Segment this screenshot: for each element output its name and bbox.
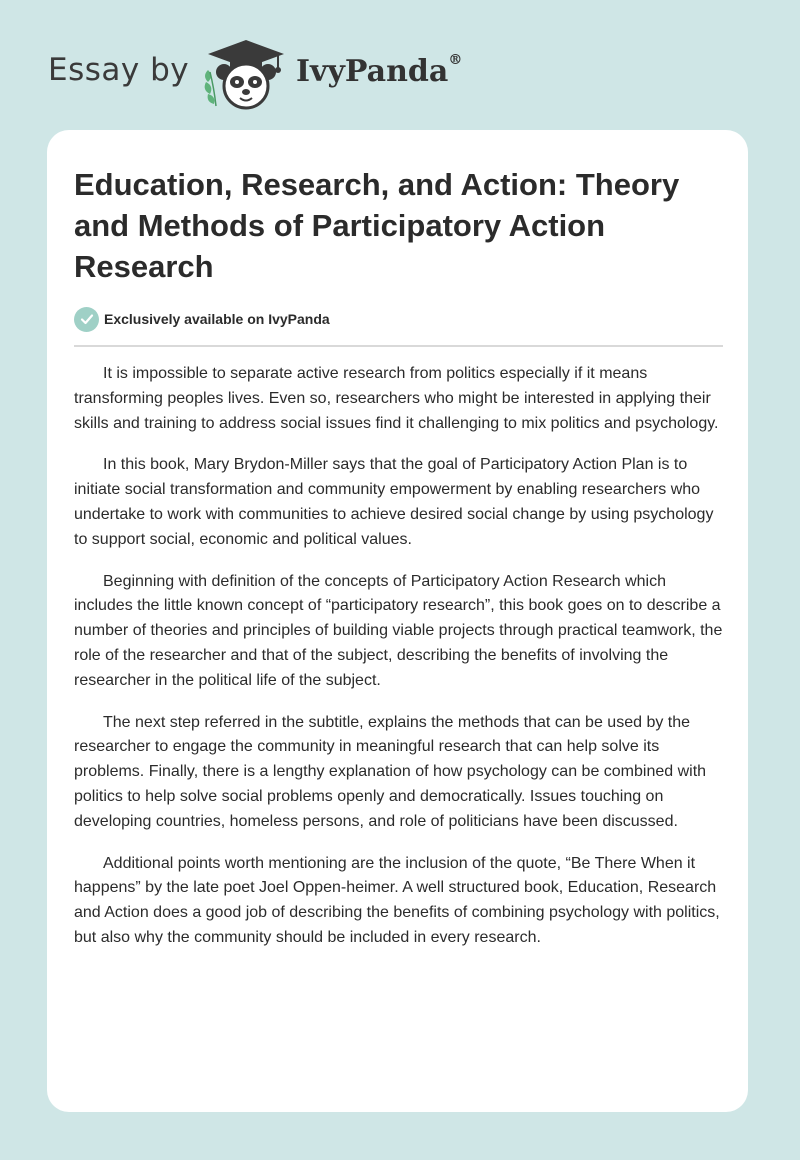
paragraph: Additional points worth mentioning are the inclusion of the quote, “Be There When it happens” by the late poet Joel Oppen-heimer. A well structured book, Education, Research and Action does a good job of describing the benefits of combining psychology with politics, but also why the community should be included in every research. xyxy=(74,854,720,946)
registered-mark: ® xyxy=(448,52,463,68)
essay-by-label: Essay by xyxy=(48,52,190,88)
panda-logo-icon xyxy=(200,32,292,112)
ivypanda-logo[interactable] xyxy=(200,32,292,112)
title-divider xyxy=(74,345,723,347)
paragraph: Beginning with definition of the concepts of Participatory Action Research which includes the little known concept of “participatory research”, this book goes on to describe a number of theories and principles of building viable projects through practical teamwork, the role of the researcher and that of the subject, describing the benefits of involving the researcher in the political life of the subject. xyxy=(74,572,723,689)
paragraph: The next step referred in the subtitle, explains the methods that can be used by the researcher to engage the community in meaningful research that can help solve its problems. Finally, there is a lengthy explanation of how psychology can be combined with politics to help solve social problems openly and democratically. Issues touching on developing countries, homeless persons, and role of politicians have been discussed. xyxy=(74,713,707,830)
exclusive-badge-label: Exclusively available on IvyPanda xyxy=(104,311,330,327)
essay-card xyxy=(47,130,748,1112)
brand-text: IvyPanda xyxy=(296,54,449,89)
essay-title: Education, Research, and Action: Theory and Methods of Participatory Action Research xyxy=(74,167,680,284)
checkmark-icon xyxy=(74,307,99,332)
exclusive-badge xyxy=(74,306,330,332)
brand-name[interactable] xyxy=(296,54,462,89)
essay-body xyxy=(74,362,726,968)
paragraph: It is impossible to separate active research from politics especially if it means transforming peoples lives. Even so, researchers who might be interested in applying their skills and training to address social issues find it challenging to mix politics and psychology. xyxy=(74,365,719,432)
paragraph: In this book, Mary Brydon-Miller says that the goal of Participatory Action Plan is to initiate social transformation and community empowerment by enabling researchers who undertake to work with communities to achieve desired social change by using psychology to support social, economic and political values. xyxy=(74,456,714,548)
site-header xyxy=(48,32,508,112)
